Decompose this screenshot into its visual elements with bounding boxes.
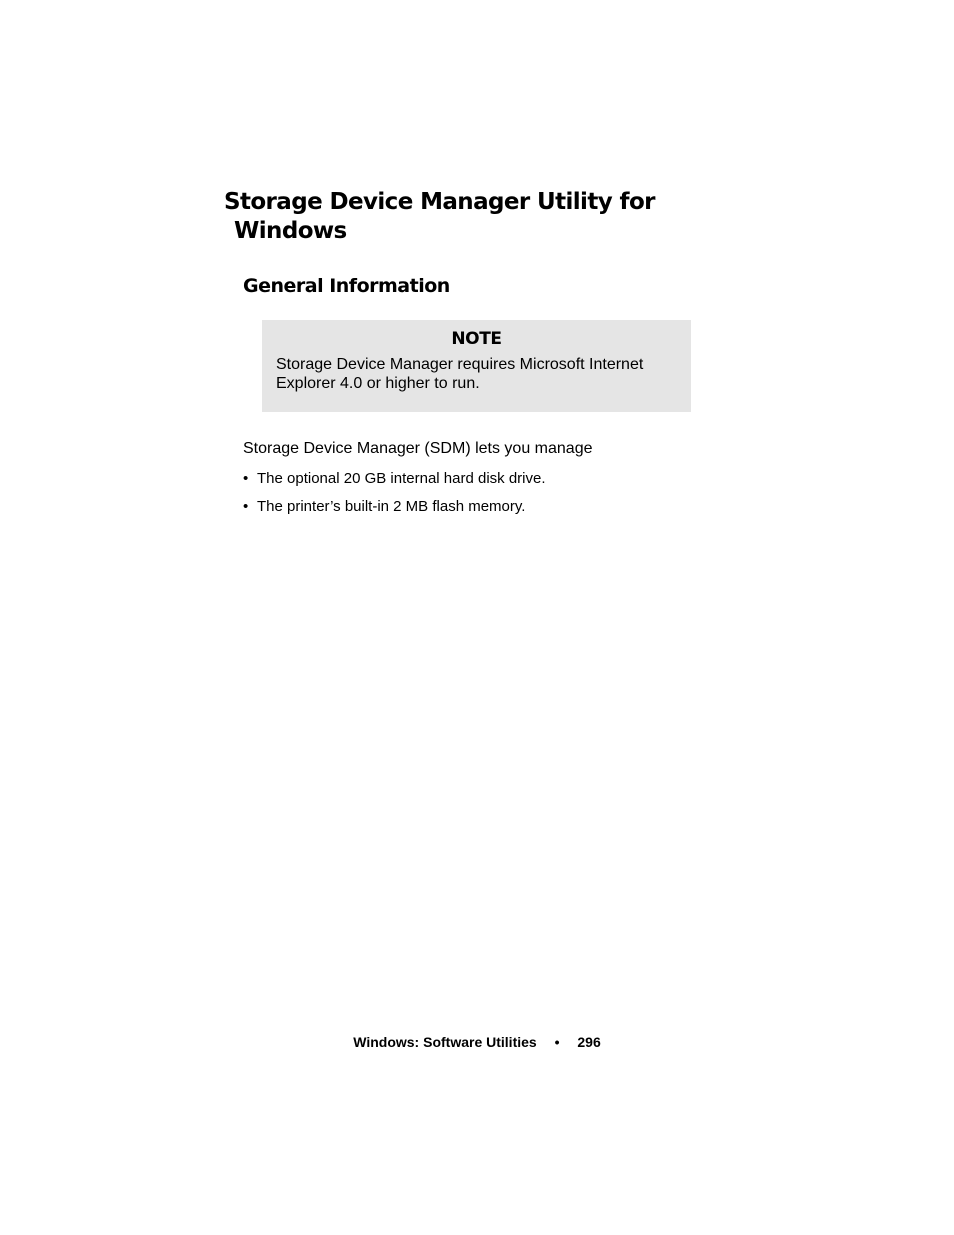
page-title-line-2: Windows — [234, 218, 347, 244]
bullet-icon: • — [243, 470, 249, 487]
bullet-list — [243, 469, 546, 525]
page-number: 296 — [577, 1034, 601, 1050]
footer-section-title: Windows: Software Utilities — [353, 1034, 537, 1050]
list-item-text: The printer’s built-in 2 MB flash memory. — [257, 498, 526, 515]
section-heading: General Information — [243, 275, 450, 297]
list-item-text: The optional 20 GB internal hard disk drive. — [257, 470, 546, 487]
list-item — [243, 469, 546, 488]
note-title: NOTE — [451, 329, 502, 349]
intro-paragraph: Storage Device Manager (SDM) lets you manage — [243, 440, 593, 457]
bullet-icon: • — [243, 498, 249, 515]
page-footer — [0, 1033, 954, 1051]
page-title — [224, 188, 694, 246]
list-item — [243, 497, 546, 516]
footer-separator: • — [554, 1034, 560, 1050]
note-box — [262, 320, 691, 412]
page-title-line-1: Storage Device Manager Utility for — [224, 189, 655, 215]
note-text: Storage Device Manager requires Microsoft Internet Explorer 4.0 or higher to run. — [276, 356, 644, 392]
